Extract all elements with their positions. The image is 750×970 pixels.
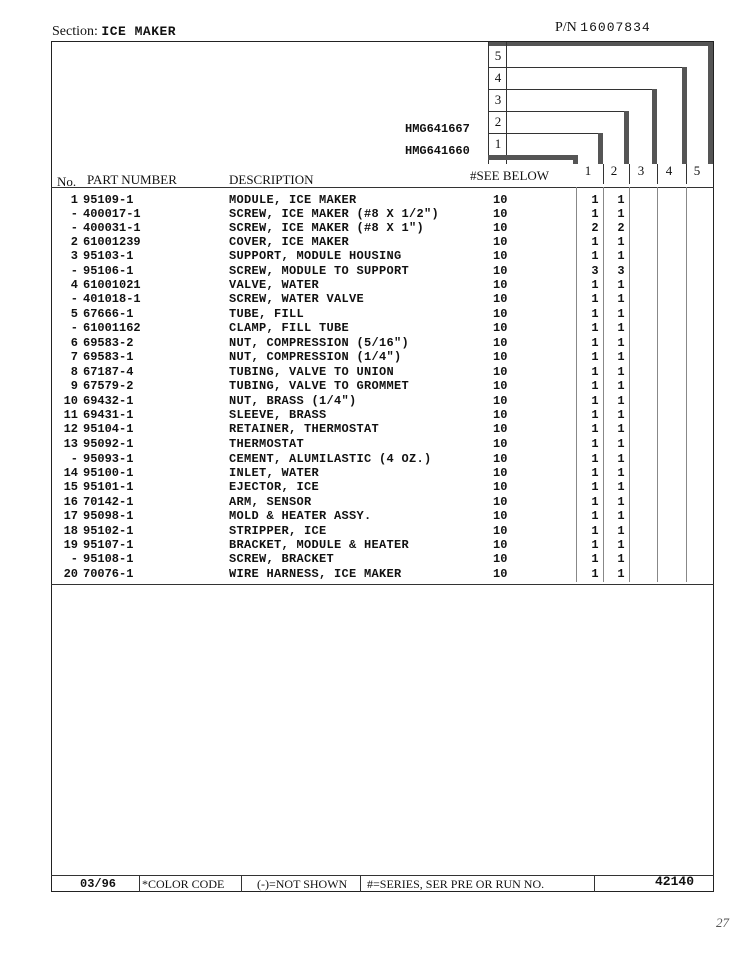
part-description: SCREW, ICE MAKER (#8 X 1/2") <box>229 207 440 221</box>
staircase-line <box>506 111 628 112</box>
quantity-model-1: 1 <box>591 509 599 523</box>
item-number: 1 <box>70 193 78 207</box>
table-row <box>56 379 676 393</box>
column-number: 3 <box>637 163 645 178</box>
see-below-code: 10 <box>493 408 508 422</box>
footer-not-shown: (-)=NOT SHOWN <box>257 877 348 891</box>
see-below-code: 10 <box>493 350 508 364</box>
part-number: 61001239 <box>83 235 141 249</box>
see-below-code: 10 <box>493 466 508 480</box>
see-below-code: 10 <box>493 221 508 235</box>
quantity-model-2: 1 <box>617 193 625 207</box>
table-row <box>56 466 676 480</box>
footer-color-code: *COLOR CODE <box>142 877 225 891</box>
table-row <box>56 321 676 335</box>
item-number: 2 <box>70 235 78 249</box>
part-number: 95104-1 <box>83 422 134 436</box>
see-below-code: 10 <box>493 321 508 335</box>
item-number: 14 <box>63 466 78 480</box>
quantity-model-2: 1 <box>617 437 625 451</box>
table-row <box>56 509 676 523</box>
quantity-model-2: 1 <box>617 336 625 350</box>
part-number: 61001021 <box>83 278 141 292</box>
part-number: 69432-1 <box>83 394 134 408</box>
quantity-model-2: 1 <box>617 321 625 335</box>
quantity-model-1: 1 <box>591 193 599 207</box>
quantity-model-2: 1 <box>617 278 625 292</box>
part-description: SCREW, ICE MAKER (#8 X 1") <box>229 221 425 235</box>
quantity-model-1: 1 <box>591 480 599 494</box>
part-description: MOLD & HEATER ASSY. <box>229 509 372 523</box>
quantity-model-1: 1 <box>591 307 599 321</box>
see-below-code: 10 <box>493 379 508 393</box>
part-description: SCREW, MODULE TO SUPPORT <box>229 264 410 278</box>
table-end-rule <box>51 584 714 585</box>
see-below-code: 10 <box>493 422 508 436</box>
item-number: 18 <box>63 524 78 538</box>
quantity-model-2: 1 <box>617 249 625 263</box>
part-number: 401018-1 <box>83 292 141 306</box>
see-below-code: 10 <box>493 193 508 207</box>
table-row <box>56 538 676 552</box>
part-description: TUBE, FILL <box>229 307 305 321</box>
table-row <box>56 278 676 292</box>
see-below-code: 10 <box>493 207 508 221</box>
part-description: INLET, WATER <box>229 466 320 480</box>
quantity-model-1: 1 <box>591 365 599 379</box>
part-number: 67579-2 <box>83 379 134 393</box>
part-description: TUBING, VALVE TO UNION <box>229 365 395 379</box>
quantity-model-1: 1 <box>591 552 599 566</box>
see-below-code: 10 <box>493 235 508 249</box>
see-below-code: 10 <box>493 264 508 278</box>
quantity-model-2: 1 <box>617 307 625 321</box>
quantity-model-2: 1 <box>617 524 625 538</box>
item-number: 3 <box>70 249 78 263</box>
quantity-model-1: 1 <box>591 336 599 350</box>
see-below-code: 10 <box>493 365 508 379</box>
footer-divider <box>360 875 361 892</box>
see-below-code: 10 <box>493 292 508 306</box>
table-row <box>56 193 676 207</box>
item-number: 10 <box>63 394 78 408</box>
table-row <box>56 350 676 364</box>
staircase-bar <box>488 155 576 160</box>
table-row <box>56 437 676 451</box>
see-below-code: 10 <box>493 394 508 408</box>
column-number: 4 <box>665 163 673 178</box>
quantity-model-1: 1 <box>591 567 599 581</box>
quantity-model-1: 1 <box>591 249 599 263</box>
item-number: 5 <box>70 307 78 321</box>
part-number: 95108-1 <box>83 552 134 566</box>
column-divider <box>506 42 507 164</box>
part-number: 95098-1 <box>83 509 134 523</box>
footer-divider <box>594 875 595 892</box>
item-number: 13 <box>63 437 78 451</box>
part-number: 400031-1 <box>83 221 141 235</box>
see-below-code: 10 <box>493 509 508 523</box>
part-number: 67187-4 <box>83 365 134 379</box>
quantity-model-1: 1 <box>591 452 599 466</box>
column-number: 4 <box>494 70 502 85</box>
model-number: HMG641660 <box>405 144 470 158</box>
part-description: EJECTOR, ICE <box>229 480 320 494</box>
staircase-bar <box>573 155 578 164</box>
corner-mark: 27 <box>716 915 729 930</box>
footer-series: #=SERIES, SER PRE OR RUN NO. <box>367 877 545 891</box>
column-number: 1 <box>494 136 502 151</box>
part-description: THERMOSTAT <box>229 437 305 451</box>
part-description: SLEEVE, BRASS <box>229 408 327 422</box>
section-value: ICE MAKER <box>101 24 177 39</box>
see-below-code: 10 <box>493 307 508 321</box>
table-row <box>56 207 676 221</box>
item-number: 16 <box>63 495 78 509</box>
table-row <box>56 422 676 436</box>
part-description: CEMENT, ALUMILASTIC (4 OZ.) <box>229 452 432 466</box>
part-description: WIRE HARNESS, ICE MAKER <box>229 567 402 581</box>
staircase-bar <box>598 133 603 164</box>
quantity-model-2: 1 <box>617 235 625 249</box>
part-number: 69431-1 <box>83 408 134 422</box>
table-row <box>56 495 676 509</box>
column-divider <box>603 164 604 184</box>
page-number: 42140 <box>655 874 695 889</box>
part-number: 95101-1 <box>83 480 134 494</box>
part-description: NUT, COMPRESSION (5/16") <box>229 336 410 350</box>
quantity-model-2: 2 <box>617 221 625 235</box>
column-divider <box>488 42 489 164</box>
item-number: 8 <box>70 365 78 379</box>
quantity-model-1: 1 <box>591 422 599 436</box>
see-below-code: 10 <box>493 437 508 451</box>
col-header-part-number: PART NUMBER <box>87 172 177 187</box>
item-number: 17 <box>63 509 78 523</box>
col-header-no: No. <box>57 174 77 189</box>
quantity-model-1: 3 <box>591 264 599 278</box>
item-number: 15 <box>63 480 78 494</box>
quantity-model-1: 1 <box>591 379 599 393</box>
quantity-model-2: 1 <box>617 379 625 393</box>
part-description: NUT, COMPRESSION (1/4") <box>229 350 402 364</box>
quantity-model-2: 1 <box>617 207 625 221</box>
footer-divider <box>139 875 140 892</box>
part-description: CLAMP, FILL TUBE <box>229 321 350 335</box>
part-number: 95093-1 <box>83 452 134 466</box>
see-below-code: 10 <box>493 524 508 538</box>
pn-label: P/N <box>555 20 577 35</box>
column-divider <box>629 164 630 184</box>
quantity-model-1: 1 <box>591 350 599 364</box>
quantity-model-1: 1 <box>591 394 599 408</box>
quantity-model-1: 1 <box>591 437 599 451</box>
part-description: ARM, SENSOR <box>229 495 312 509</box>
footer-date: 03/96 <box>80 877 117 891</box>
quantity-model-2: 1 <box>617 408 625 422</box>
part-description: NUT, BRASS (1/4") <box>229 394 357 408</box>
column-number: 3 <box>494 92 502 107</box>
table-row <box>56 264 676 278</box>
part-description: COVER, ICE MAKER <box>229 235 350 249</box>
item-number: 11 <box>63 408 78 422</box>
part-number: 95100-1 <box>83 466 134 480</box>
quantity-model-2: 1 <box>617 292 625 306</box>
footer-divider <box>241 875 242 892</box>
table-row <box>56 480 676 494</box>
see-below-code: 10 <box>493 452 508 466</box>
see-below-code: 10 <box>493 538 508 552</box>
item-number: 19 <box>63 538 78 552</box>
item-number: 6 <box>70 336 78 350</box>
see-below-code: 10 <box>493 480 508 494</box>
quantity-model-1: 1 <box>591 207 599 221</box>
table-row <box>56 524 676 538</box>
quantity-model-2: 1 <box>617 422 625 436</box>
section-label: Section: <box>52 24 98 39</box>
see-below-code: 10 <box>493 567 508 581</box>
table-row <box>56 365 676 379</box>
model-number: HMG641667 <box>405 122 470 136</box>
see-below-code: 10 <box>493 495 508 509</box>
section-heading <box>52 24 176 40</box>
part-number: 95103-1 <box>83 249 134 263</box>
quantity-model-1: 1 <box>591 321 599 335</box>
part-description: VALVE, WATER <box>229 278 320 292</box>
column-number: 2 <box>494 114 502 129</box>
item-number: - <box>70 321 78 335</box>
quantity-model-2: 1 <box>617 567 625 581</box>
item-number: 20 <box>63 567 78 581</box>
quantity-model-1: 1 <box>591 235 599 249</box>
staircase-line <box>506 89 656 90</box>
item-number: - <box>70 292 78 306</box>
pn-value: 16007834 <box>580 20 651 35</box>
table-row <box>56 552 676 566</box>
quantity-model-2: 1 <box>617 509 625 523</box>
quantity-model-1: 1 <box>591 495 599 509</box>
staircase-bar <box>652 89 657 164</box>
part-number: 95107-1 <box>83 538 134 552</box>
table-row <box>56 394 676 408</box>
table-row <box>56 292 676 306</box>
part-description: TUBING, VALVE TO GROMMET <box>229 379 410 393</box>
column-divider <box>488 89 506 90</box>
part-description: MODULE, ICE MAKER <box>229 193 357 207</box>
item-number: - <box>70 452 78 466</box>
quantity-model-2: 1 <box>617 452 625 466</box>
part-description: SUPPORT, MODULE HOUSING <box>229 249 402 263</box>
quantity-model-2: 1 <box>617 394 625 408</box>
table-row <box>56 336 676 350</box>
column-number: 1 <box>584 163 592 178</box>
part-description: SCREW, WATER VALVE <box>229 292 365 306</box>
part-description: BRACKET, MODULE & HEATER <box>229 538 410 552</box>
part-description: STRIPPER, ICE <box>229 524 327 538</box>
item-number: 4 <box>70 278 78 292</box>
staircase-bar <box>624 111 629 164</box>
column-divider <box>657 164 658 184</box>
table-row <box>56 408 676 422</box>
table-row <box>56 221 676 235</box>
part-number: 70076-1 <box>83 567 134 581</box>
column-divider <box>686 164 687 184</box>
column-divider <box>488 67 506 68</box>
quantity-model-1: 1 <box>591 466 599 480</box>
staircase-bar <box>708 42 713 164</box>
item-number: - <box>70 552 78 566</box>
part-number: 67666-1 <box>83 307 134 321</box>
table-row <box>56 249 676 263</box>
quantity-model-2: 1 <box>617 552 625 566</box>
table-row <box>56 235 676 249</box>
part-description: RETAINER, THERMOSTAT <box>229 422 380 436</box>
quantity-model-2: 1 <box>617 538 625 552</box>
part-description: SCREW, BRACKET <box>229 552 335 566</box>
column-divider <box>488 111 506 112</box>
part-number: 69583-1 <box>83 350 134 364</box>
quantity-model-2: 3 <box>617 264 625 278</box>
quantity-model-1: 2 <box>591 221 599 235</box>
header-bar <box>488 42 713 46</box>
quantity-model-2: 1 <box>617 365 625 379</box>
quantity-model-1: 1 <box>591 278 599 292</box>
quantity-model-1: 1 <box>591 292 599 306</box>
item-number: - <box>70 221 78 235</box>
quantity-model-1: 1 <box>591 408 599 422</box>
part-number: 70142-1 <box>83 495 134 509</box>
see-below-code: 10 <box>493 336 508 350</box>
quantity-model-1: 1 <box>591 524 599 538</box>
staircase-line <box>506 133 602 134</box>
header-rule <box>51 187 714 188</box>
part-number: 95102-1 <box>83 524 134 538</box>
item-number: - <box>70 207 78 221</box>
column-number: 5 <box>693 163 701 178</box>
item-number: 12 <box>63 422 78 436</box>
see-below-code: 10 <box>493 552 508 566</box>
quantity-model-1: 1 <box>591 538 599 552</box>
table-row <box>56 307 676 321</box>
column-divider <box>488 133 506 134</box>
part-number: 95109-1 <box>83 193 134 207</box>
quantity-model-2: 1 <box>617 466 625 480</box>
column-number: 5 <box>494 48 502 63</box>
footer-rule <box>51 875 714 876</box>
table-row <box>56 567 676 581</box>
part-number: 95106-1 <box>83 264 134 278</box>
item-number: 7 <box>70 350 78 364</box>
quantity-model-2: 1 <box>617 480 625 494</box>
column-number: 2 <box>610 163 618 178</box>
part-number: 69583-2 <box>83 336 134 350</box>
item-number: 9 <box>70 379 78 393</box>
staircase-line <box>506 67 686 68</box>
see-below-code: 10 <box>493 278 508 292</box>
quantity-model-2: 1 <box>617 495 625 509</box>
part-number: 61001162 <box>83 321 141 335</box>
part-number: 95092-1 <box>83 437 134 451</box>
staircase-bar <box>682 67 687 164</box>
quantity-model-2: 1 <box>617 350 625 364</box>
column-divider <box>686 187 687 582</box>
item-number: - <box>70 264 78 278</box>
col-header-description: DESCRIPTION <box>229 172 314 187</box>
col-header-see-below: #SEE BELOW <box>470 168 550 183</box>
part-number: 400017-1 <box>83 207 141 221</box>
see-below-code: 10 <box>493 249 508 263</box>
table-row <box>56 452 676 466</box>
part-number-heading <box>555 20 651 36</box>
